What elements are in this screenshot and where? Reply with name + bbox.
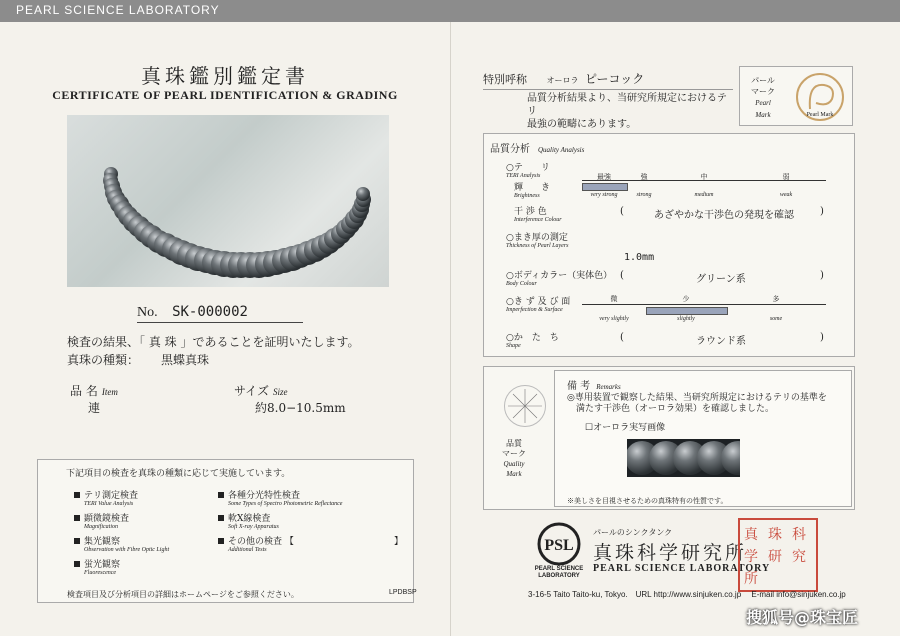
aurora-photo-checkbox: ☐オーロラ実写画像	[585, 423, 666, 433]
seal-char: 究	[792, 549, 806, 565]
test-label-en: Some Types of Spectro Photometric Reflectance	[228, 501, 343, 507]
remarks-heading-en: Remarks	[596, 383, 621, 391]
square-bullet-icon	[218, 492, 224, 498]
other-bracket-close: 】	[394, 537, 404, 547]
size-value: 約8.0−10.5mm	[255, 401, 346, 415]
tick-jp: 少	[682, 295, 690, 303]
remarks-inner	[554, 370, 852, 507]
test-item	[218, 488, 342, 507]
size-label-en: Size	[273, 387, 288, 397]
remarks-line: ◎専用装置で観察した結果、当研究所規定におけるテリの基準を	[567, 393, 827, 403]
remarks-line: 満たす干渉色（オーロラ効果）を確認しました。	[567, 404, 775, 414]
test-label: その他の検査 【	[228, 537, 294, 547]
remarks-note: ※美しさを目視させるための真珠特有の性質です。	[567, 497, 728, 505]
tick-en: medium	[694, 192, 714, 198]
lab-red-seal	[738, 518, 818, 592]
qm-jp1: 品質	[506, 439, 522, 448]
tick-en: weak	[779, 192, 793, 198]
brightness-tick	[664, 172, 744, 182]
quality-mark-star-icon	[504, 385, 546, 427]
qa-shape-label: か た ち	[513, 333, 559, 343]
qa-brightness-label: 輝 き	[514, 183, 551, 193]
tests-panel	[37, 459, 414, 603]
quality-mark-label	[492, 439, 536, 479]
test-item	[74, 488, 138, 507]
brightness-tick-en	[582, 192, 626, 198]
special-name-label: 特別呼称	[483, 73, 527, 86]
imperfection-tick	[736, 294, 816, 304]
watermark: 搜狐号@珠宝匠	[746, 608, 859, 627]
thickness-value: 1.0mm	[624, 252, 655, 263]
tick-en: some	[769, 316, 783, 322]
seal-char: 珠	[768, 527, 782, 543]
square-bullet-icon	[74, 492, 80, 498]
special-name-prefix: オーロラ	[546, 76, 579, 85]
pearl-necklace-photo	[67, 115, 389, 287]
tick-jp: 弱	[782, 173, 790, 181]
pearl-mark-label	[750, 75, 776, 121]
item-heading	[70, 382, 118, 399]
psl-line: LABORATORY	[538, 573, 580, 579]
qa-brightness-en: Brightness	[514, 193, 540, 199]
imperfection-level-bar	[646, 307, 728, 315]
test-label-en: Soft X-ray Apparatus	[228, 524, 279, 530]
imperfection-tick	[646, 294, 726, 304]
pearl-kind	[67, 351, 209, 368]
shape-value: ラウンド系	[696, 336, 746, 347]
no-value: SK-000002	[172, 304, 248, 320]
qa-body-colour: ○ボディカラー（実体色） Body Colour	[506, 271, 613, 287]
brightness-level-bar	[582, 183, 628, 191]
lab-header-band	[0, 0, 900, 22]
pm-en1: Pearl	[755, 99, 771, 107]
interference-value: あざやかな干渉色の発現を確認	[654, 210, 794, 221]
aurora-photo	[627, 439, 740, 477]
test-label-en: Observation with Fibre Optic Light	[84, 547, 170, 553]
fold-divider	[450, 22, 451, 636]
qa-thickness-label: まき厚の測定	[513, 233, 568, 243]
test-label: 集光観察	[84, 537, 121, 547]
remarks-text	[567, 393, 827, 415]
psl-line: PEARL SCIENCE	[534, 566, 584, 572]
qm-jp2: マーク	[502, 449, 526, 458]
square-bullet-icon	[74, 515, 80, 521]
qa-imperfection: ○き ず 及 び 面 Imperfection & Surface	[506, 297, 571, 313]
paren-open: (	[620, 332, 624, 343]
brightness-tick	[586, 172, 622, 182]
certificate-title-jp: 真珠鑑別鑑定書	[141, 64, 309, 88]
special-name-section	[483, 70, 733, 130]
seal-char: 科	[792, 527, 806, 543]
qa-thickness: ○まき厚の測定 Thickness of Pearl Layers	[506, 233, 569, 249]
desc-line: 品質分析結果より、当研究所規定におけるテリ	[527, 93, 727, 117]
qa-imperfection-label: き ず 及 び 面	[513, 297, 571, 307]
imperfection-tick-en	[736, 316, 816, 322]
qm-en1: Quality	[503, 460, 525, 468]
tick-en: slightly	[677, 316, 695, 322]
lab-band-text: PEARL SCIENCE LABORATORY	[16, 3, 220, 17]
qa-teri: ○テ リ TERI Analysis	[506, 163, 550, 179]
special-name-description	[527, 92, 733, 131]
seal-char: 研	[768, 549, 782, 565]
paren-open: (	[620, 206, 624, 217]
tick-jp: 多	[772, 295, 780, 303]
qa-body-label: ボディカラー（実体色）	[513, 271, 613, 281]
test-label: 顕微鏡検査	[84, 514, 130, 524]
desc-line: 最強の範疇にあります。	[527, 119, 637, 130]
qa-thickness-en: Thickness of Pearl Layers	[506, 243, 569, 249]
square-bullet-icon	[218, 538, 224, 544]
test-label-en: Magnification	[84, 524, 118, 530]
test-label: 軟X線検査	[228, 514, 271, 524]
certification-statement: 検査の結果、「 真 珠 」であることを証明いたします。	[67, 335, 360, 349]
psl-logo-icon	[534, 522, 584, 566]
qa-shape-en: Shape	[506, 343, 521, 349]
test-item	[74, 534, 169, 553]
test-label-en: Fluorescence	[84, 570, 117, 576]
test-item	[218, 511, 279, 530]
paren-open: (	[620, 270, 624, 281]
item-label: 品 名	[70, 384, 98, 398]
certificate-number	[137, 304, 303, 323]
tests-footer-note: 検査項目及び分析項目の詳細はホームページをご参照ください。	[67, 590, 299, 599]
imperfection-tick	[584, 294, 644, 304]
pm-jp1: パール	[751, 76, 775, 85]
seal-char: 所	[744, 571, 758, 587]
form-code: LPDBSP	[389, 589, 417, 596]
qa-shape: ○か た ち Shape	[506, 333, 559, 349]
svg-text:PSL: PSL	[544, 537, 574, 554]
special-name-value: ピーコック	[585, 72, 645, 86]
test-label-en: Additional Tests	[228, 547, 267, 553]
paren-close: )	[820, 206, 824, 217]
remarks-heading	[567, 377, 621, 392]
brightness-tick-en	[664, 192, 744, 198]
imperfection-tick-en	[646, 316, 726, 322]
size-heading	[234, 382, 288, 399]
qa-imperfection-en: Imperfection & Surface	[506, 307, 563, 313]
lab-address: 3-16-5 Taito Taito-ku, Tokyo. URL http://www.sinjuken.co.jp E-mail info@sinjuken.co.jp	[528, 590, 846, 599]
kind-value: 黒蝶真珠	[161, 353, 210, 367]
psl-logo-text	[525, 566, 593, 580]
tick-en: very strong	[590, 192, 618, 198]
certificate-title-en: CERTIFICATE OF PEARL IDENTIFICATION & GRADING	[52, 88, 398, 102]
pm-en2: Mark	[755, 111, 771, 119]
imperfection-tick-en	[584, 316, 644, 322]
qa-interference-label: 干 渉 色	[514, 207, 547, 217]
lab-subtitle: パールのシンクタンク	[593, 528, 673, 537]
remarks-panel	[483, 366, 855, 510]
item-label-en: Item	[101, 387, 118, 397]
tick-jp: 強	[640, 173, 648, 181]
special-name-row	[483, 70, 733, 90]
pearl-mark-logo-text: Pearl Mark	[806, 112, 834, 118]
brightness-tick-en	[746, 192, 826, 198]
brightness-tick	[626, 172, 662, 182]
pm-jp2: マーク	[751, 87, 775, 96]
qa-teri-label: テ リ	[513, 163, 550, 173]
qm-en2: Mark	[506, 470, 522, 478]
kind-label: 真珠の種類：	[67, 353, 140, 367]
test-label: 各種分光特性検査	[228, 491, 301, 501]
tick-en: very slightly	[599, 316, 629, 322]
body-colour-value: グリーン系	[696, 274, 746, 285]
item-value: 連	[88, 401, 101, 415]
test-label: 蛍光観察	[84, 560, 121, 570]
test-label: テリ測定検査	[84, 491, 139, 501]
qa-brightness	[514, 180, 550, 199]
test-item	[74, 557, 120, 576]
brightness-tick	[746, 172, 826, 182]
tick-jp: 最強	[597, 173, 611, 181]
test-item	[74, 511, 129, 530]
no-label: No.	[137, 305, 158, 320]
qa-heading	[490, 140, 584, 155]
qa-heading-jp: 品質分析	[490, 144, 530, 155]
qa-interference-en: Interference Colour	[514, 217, 562, 223]
size-label: サイズ	[234, 384, 270, 398]
square-bullet-icon	[74, 538, 80, 544]
tests-heading: 下記項目の検査を真珠の種類に応じて実施しています。	[66, 469, 291, 479]
qa-heading-en: Quality Analysis	[538, 146, 585, 154]
test-label-en: TERI Value Analysis	[84, 501, 134, 507]
tick-en: strong	[636, 192, 652, 198]
paren-close: )	[820, 332, 824, 343]
seal-char: 真	[744, 527, 758, 543]
pearl-mark-box	[739, 66, 853, 126]
quality-analysis-panel	[483, 133, 855, 357]
qa-interference	[514, 204, 562, 223]
lab-name-en: PEARL SCIENCE LABORATORY	[593, 563, 771, 574]
qa-teri-en: TERI Analysis	[506, 173, 541, 179]
remarks-heading-jp: 備 考	[567, 381, 591, 392]
tick-jp: 中	[700, 173, 708, 181]
paren-close: )	[820, 270, 824, 281]
seal-char: 学	[744, 549, 758, 565]
qa-body-en: Body Colour	[506, 281, 537, 287]
square-bullet-icon	[74, 561, 80, 567]
test-item	[218, 534, 294, 553]
square-bullet-icon	[218, 515, 224, 521]
lab-name-jp: 真珠科学研究所	[593, 542, 748, 564]
brightness-tick-en	[626, 192, 662, 198]
tick-jp: 微	[610, 295, 618, 303]
